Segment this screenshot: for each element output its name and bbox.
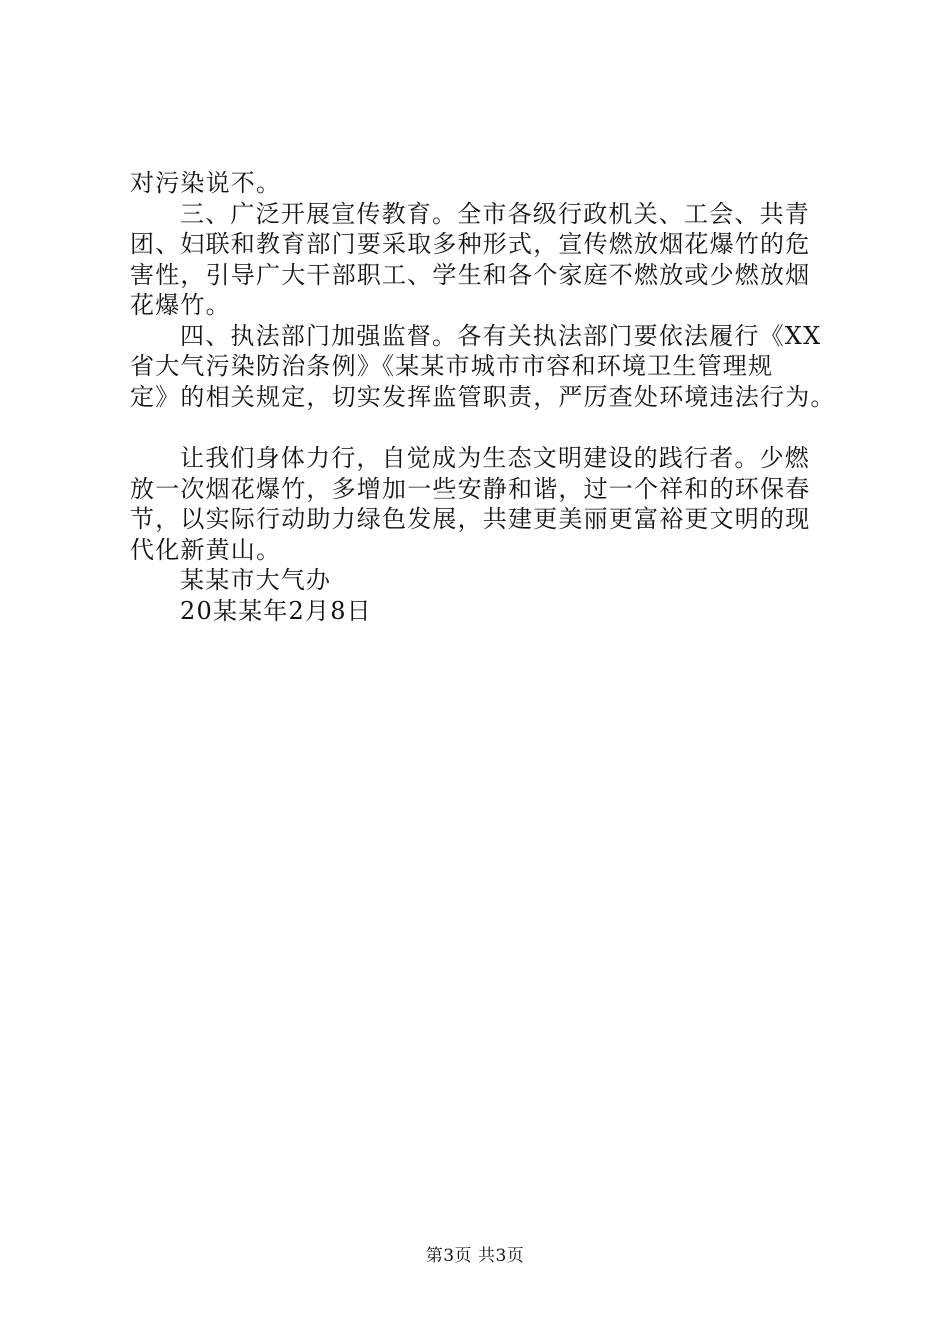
page-number-footer: 第3页 共3页 — [425, 1246, 525, 1266]
paragraph-line: 团、妇联和教育部门要采取多种形式，宣传燃放烟花爆竹的危 — [130, 230, 811, 258]
paragraph-spacer — [130, 412, 850, 443]
paragraph-line: 害性，引导广大干部职工、学生和各个家庭不燃放或少燃放烟 — [130, 260, 811, 289]
paragraph-line: 对污染说不。 — [130, 169, 282, 197]
paragraph-line: 节，以实际行动助力绿色发展，共建更美丽更富裕更文明的现 — [130, 505, 811, 533]
paragraph-line: 定》的相关规定，切实发挥监管职责，严厉查处环境违法行为。 — [130, 382, 836, 411]
paragraph-line: 让我们身体力行，自觉成为生态文明建设的践行者。少燃 — [180, 444, 810, 472]
paragraph-line: 代化新黄山。 — [130, 535, 282, 564]
paragraph-line: 四、执法部门加强监督。各有关执法部门要依法履行《XX — [180, 321, 822, 350]
signature-date: 20某某年2月8日 — [180, 596, 372, 625]
paragraph-line: 省大气污染防治条例》《某某市城市市容和环境卫生管理规 — [130, 352, 774, 380]
document-body — [130, 168, 850, 626]
signature-issuer: 某某市大气办 — [180, 566, 332, 594]
paragraph-line: 三、广泛开展宣传教育。全市各级行政机关、工会、共青 — [180, 199, 810, 228]
paragraph-line: 花爆竹。 — [130, 291, 231, 319]
paragraph-line: 放一次烟花爆竹，多增加一些安静和谐，过一个祥和的环保春 — [130, 474, 811, 503]
